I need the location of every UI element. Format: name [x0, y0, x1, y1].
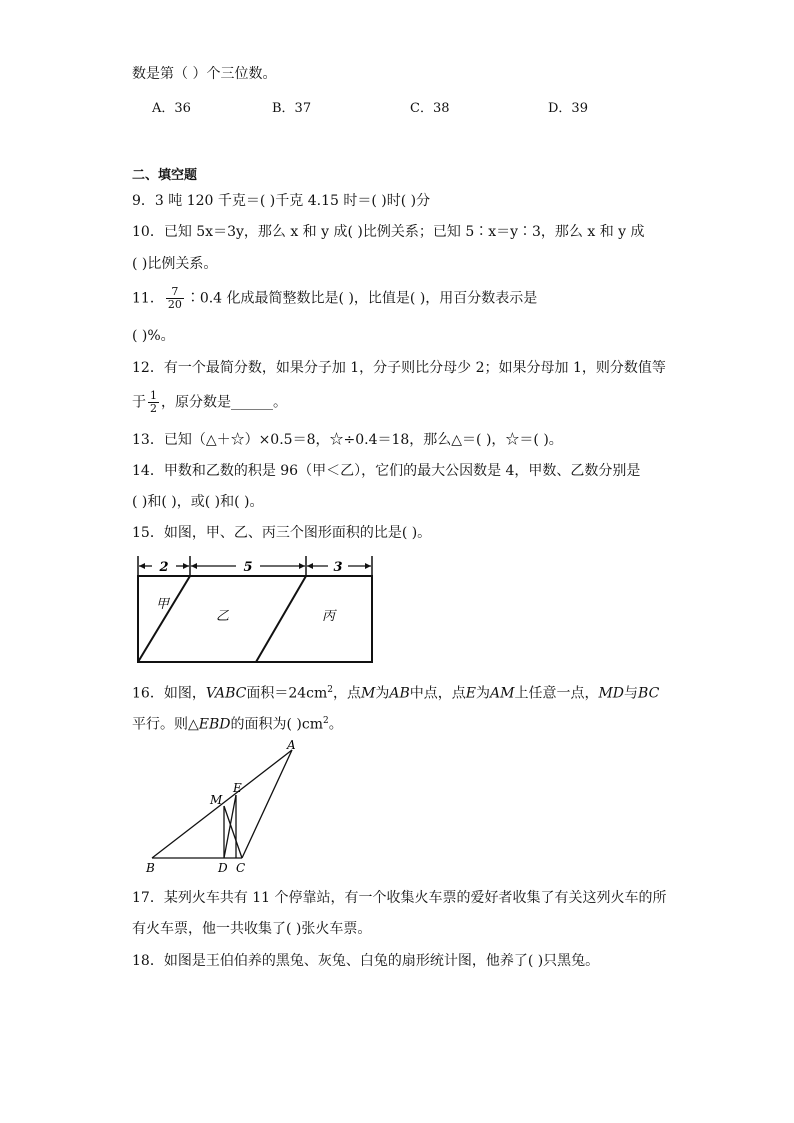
fig16-label-c: C: [236, 861, 246, 875]
q8-option-a: A．36: [152, 101, 191, 116]
q16-triangle-ebd: EBD: [198, 716, 231, 733]
fig15-region-yi: 乙: [216, 609, 230, 624]
figure15-diagram: [132, 552, 378, 668]
fig15-dim-label-1: 2: [159, 560, 169, 575]
q11-rest: ∶0.4 化成最简整数比是( )，比值是( )，用百分数表示是: [185, 290, 538, 307]
q16-triangle-name: VABC: [205, 685, 247, 702]
q11-fraction-denominator: 20: [167, 298, 182, 311]
q9: 9．3 吨 120 千克＝( )千克 4.15 时＝( )时( )分: [132, 193, 431, 209]
q14-line1: 14．甲数和乙数的积是 96（甲＜乙），它们的最大公因数是 4，甲数、乙数分别是: [132, 463, 641, 479]
fig15-arrowhead: [307, 563, 313, 569]
q12-prefix: 于: [132, 394, 146, 411]
q12-line1: 12．有一个最简分数，如果分子加 1，分子则比分母少 2；如果分母加 1，则分数值等: [132, 360, 666, 376]
figure16-diagram: [140, 738, 310, 880]
q16-text: 为: [476, 685, 491, 702]
q18: 18．如图是王伯伯养的黑兔、灰兔、白兔的扇形统计图，他养了( )只黑兔。: [132, 953, 600, 969]
fig15-arrowhead: [191, 563, 197, 569]
q8-option-c: C．38: [410, 101, 450, 116]
q16-text: 平行。则△: [132, 716, 199, 733]
q16-segment-md: MD: [598, 685, 625, 702]
fig15-region-jia: 甲: [156, 597, 170, 612]
fig15-arrowhead: [139, 563, 145, 569]
q8-tail: 数是第（ ）个三位数。: [132, 66, 277, 82]
fig15-arrowhead: [365, 563, 371, 569]
q16-line1: [132, 680, 659, 704]
fig16-label-d: D: [218, 861, 228, 875]
q16-text: 为: [375, 685, 390, 702]
q16-text: 面积＝24cm: [246, 685, 328, 702]
q16-segment-bc: BC: [638, 685, 660, 702]
fig16-label-e: E: [233, 781, 242, 795]
q15: 15．如图，甲、乙、丙三个图形面积的比是( )。: [132, 525, 432, 541]
q16-point-m: M: [361, 685, 376, 702]
q11-number: 11．: [132, 290, 164, 307]
q10-line2: ( )比例关系。: [132, 256, 218, 272]
q16-segment-am: AM: [490, 685, 515, 702]
fig15-slant-2: [256, 576, 306, 662]
fig15-arrowhead: [183, 563, 189, 569]
q16-segment-ab: AB: [389, 685, 410, 702]
q16-text: 。: [328, 716, 343, 733]
q16-text: 与: [624, 685, 639, 702]
q14-line2: ( )和( )，或( )和( )。: [132, 494, 264, 510]
q16-exponent: 2: [323, 716, 329, 726]
q11-line1: [132, 286, 537, 311]
q12-fraction: [148, 390, 159, 415]
q16-text: ，点: [333, 685, 362, 702]
q16-text: 上任意一点，: [514, 685, 599, 702]
q12-line2: [132, 390, 287, 415]
q16-text: 中点，点: [409, 685, 466, 702]
fig15-slant-1: [138, 576, 190, 662]
q17-line1: 17．某列火车共有 11 个停靠站，有一个收集火车票的爱好者收集了有关这列火车的所: [132, 890, 667, 906]
q8-option-b: B．37: [272, 101, 312, 116]
q11-fraction: [166, 286, 184, 311]
q16-text: 16．如图，: [132, 685, 206, 702]
fig16-label-a: A: [287, 738, 296, 752]
q10-line1: 10．已知 5x＝3y，那么 x 和 y 成( )比例关系；已知 5∶x＝y∶3，那么 x 和 y 成: [132, 224, 645, 240]
q17-line2: 有火车票，他一共收集了( )张火车票。: [132, 921, 372, 937]
q16-text: 的面积为( )cm: [230, 716, 324, 733]
q11-fraction-numerator: 7: [166, 286, 184, 299]
fig15-arrowhead: [299, 563, 305, 569]
fig15-dim-label-2: 5: [243, 560, 253, 575]
q16-line2: [132, 711, 343, 735]
fig16-line-ca: [242, 750, 292, 858]
q11-line2: ( )%。: [132, 328, 175, 344]
fig15-dim-label-3: 3: [333, 560, 343, 575]
q8-option-d: D．39: [548, 101, 588, 116]
fig15-rectangle: [138, 576, 372, 662]
q12-rest: ，原分数是______。: [161, 394, 287, 411]
q12-fraction-numerator: 1: [150, 389, 157, 402]
fig16-label-b: B: [146, 861, 155, 875]
q13: 13．已知（△＋☆）×0.5＝8，☆÷0.4＝18，那么△＝( )，☆＝( )。: [132, 432, 563, 448]
fig16-line-ed: [224, 795, 236, 858]
q16-point-e: E: [465, 685, 477, 702]
fig16-label-m: M: [210, 793, 223, 807]
fig15-region-bing: 丙: [322, 609, 336, 624]
section-title: 二、填空题: [132, 168, 198, 183]
q16-exponent: 2: [327, 685, 334, 695]
q12-fraction-denominator: 2: [150, 402, 157, 415]
